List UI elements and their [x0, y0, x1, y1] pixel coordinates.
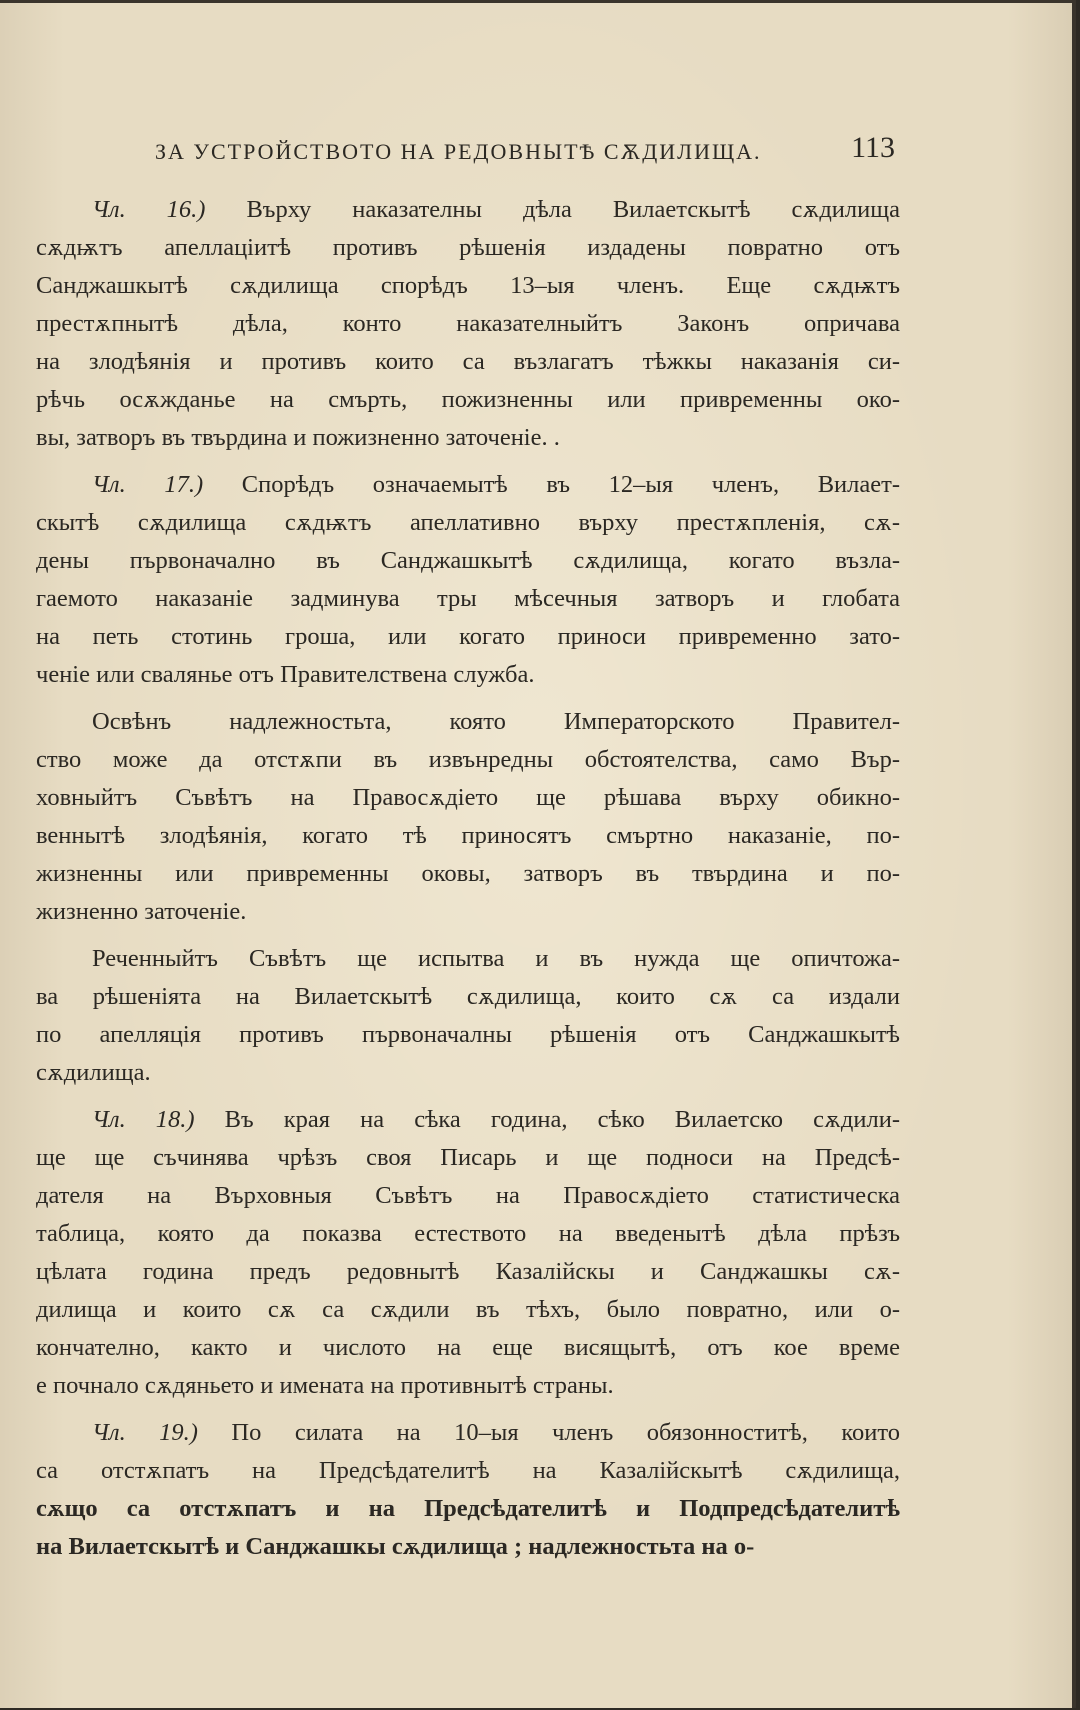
text-line — [36, 893, 900, 931]
line-text: веннытѣ злодѣянія, когато тѣ приносятъ смъртно наказаніе, по- — [36, 822, 900, 849]
article-number: Чл. 17.) — [92, 471, 204, 498]
line-text: цѣлата година предъ редовнытѣ Казалійскы и Санджашкы сѫ- — [36, 1258, 900, 1285]
line-text: сѫдѭтъ апеллаціитѣ противъ рѣшенія издадены повратно отъ — [36, 234, 900, 261]
article-number: Чл. 18.) — [92, 1106, 195, 1133]
line-text: ховныйтъ Съвѣтъ на Правосѫдіето ще рѣшава върху обикно- — [36, 784, 900, 811]
line-text: на петь стотинь гроша, или когато приноси привременно зато- — [36, 623, 900, 650]
text-line — [36, 1528, 900, 1566]
line-text: Освѣнъ надлежностьта, която Императорското Правител- — [92, 708, 900, 735]
article-number: Чл. 16.) — [92, 196, 206, 223]
line-text: са отстѫпатъ на Предсѣдателитѣ на Казалійскытѣ сѫдилища, — [36, 1457, 900, 1484]
line-text: ство може да отстѫпи въ извънредны обстоятелства, само Вър- — [36, 746, 900, 773]
text-line — [36, 1139, 900, 1177]
line-text: сѫдилища. — [36, 1059, 151, 1086]
line-text: жизненно заточеніе. — [36, 898, 247, 925]
paragraph — [36, 191, 900, 457]
paragraph — [36, 703, 900, 931]
line-text: кончателно, както и числото на еще висящытѣ, отъ кое време — [36, 1334, 900, 1361]
page-number: 113 — [851, 131, 895, 164]
line-text: таблица, която да показва естеството на введенытѣ дѣла прѣзъ — [36, 1220, 900, 1247]
line-text: скытѣ сѫдилища сѫдѭтъ апеллативно върху престѫпленія, сѫ- — [36, 509, 900, 536]
line-text: е почнало сѫдяньето и имената на противнытѣ страны. — [36, 1372, 614, 1399]
text-line — [36, 1414, 900, 1452]
text-line — [36, 855, 900, 893]
text-line — [36, 1329, 900, 1367]
line-text: ще ще съчинява чрѣзъ своя Писарь и ще подноси на Предсѣ- — [36, 1144, 900, 1171]
text-line — [36, 229, 900, 267]
line-text: дателя на Върховныя Съвѣтъ на Правосѫдіето статистическа — [36, 1182, 900, 1209]
text-line — [36, 381, 900, 419]
text-line — [36, 1367, 900, 1405]
line-text: дены първоначално въ Санджашкытѣ сѫдилища, когато възла- — [36, 547, 900, 574]
text-line — [36, 741, 900, 779]
line-text: Въ края на сѣка година, сѣко Вилаетско сѫдили- — [194, 1106, 900, 1133]
line-text: Реченныйтъ Съвѣтъ ще испытва и въ нужда ще опичтожа- — [92, 945, 900, 972]
text-line — [36, 191, 900, 229]
line-text: ченіе или сваляньe отъ Правителствена служба. — [36, 661, 535, 688]
text-line — [36, 703, 900, 741]
line-text: дилища и които сѫ са сѫдили въ тѣхъ, было повратно, или о- — [36, 1296, 900, 1323]
text-line — [36, 1291, 900, 1329]
line-text: гаемото наказаніе задминува тры мѣсечныя затворъ и глобата — [36, 585, 900, 612]
text-line — [36, 419, 900, 457]
paragraph — [36, 1414, 900, 1566]
line-text: на злодѣянія и противъ които са възлагатъ тѣжкы наказанія си- — [36, 348, 900, 375]
body-text — [36, 191, 900, 1566]
paragraph — [36, 1101, 900, 1405]
text-line — [36, 1016, 900, 1054]
running-head — [155, 131, 895, 171]
text-line — [36, 940, 900, 978]
line-text: Санджашкытѣ сѫдилища спорѣдъ 13–ыя членъ. Еще сѫдѭтъ — [36, 272, 900, 299]
line-text: вы, затворъ въ твърдина и пожизненно заточеніе. . — [36, 424, 560, 451]
text-line — [36, 542, 900, 580]
line-text: жизненны или привременны оковы, затворъ въ твърдина и по- — [36, 860, 900, 887]
text-line — [36, 343, 900, 381]
line-text: престѫпнытѣ дѣла, конто наказателныйтъ Законъ опричава — [36, 310, 900, 337]
text-line — [36, 978, 900, 1016]
text-line — [36, 618, 900, 656]
text-line — [36, 817, 900, 855]
text-line — [36, 580, 900, 618]
text-line — [36, 1177, 900, 1215]
text-line — [36, 305, 900, 343]
text-line — [36, 656, 900, 694]
text-line — [36, 779, 900, 817]
text-line — [36, 1490, 900, 1528]
text-line — [36, 1215, 900, 1253]
article-number: Чл. 19.) — [92, 1419, 198, 1446]
line-text: на Вилаетскытѣ и Санджашкы сѫдилища ; надлежностьта на о- — [36, 1533, 755, 1560]
running-head-title: ЗА УСТРОЙСТВОТО НА РЕДОВНЫТѢ СѪДИЛИЩА. — [155, 139, 762, 164]
line-text: Върху наказателны дѣла Вилаетскытѣ сѫдилища — [205, 196, 900, 223]
paragraph — [36, 466, 900, 694]
line-text: сѫщо са отстѫпатъ и на Предсѣдателитѣ и Подпредсѣдателитѣ — [36, 1495, 900, 1522]
text-line — [36, 466, 900, 504]
text-line — [36, 1101, 900, 1139]
text-line — [36, 1054, 900, 1092]
text-line — [36, 267, 900, 305]
line-text: По силата на 10–ыя членъ обязонноститѣ, които — [197, 1419, 900, 1446]
line-text: ва рѣшеніята на Вилаетскытѣ сѫдилища, които сѫ са издали — [36, 983, 900, 1010]
paragraph — [36, 940, 900, 1092]
line-text: рѣчь осѫжданье на смърть, пожизненны или привременны око- — [36, 386, 900, 413]
text-line — [36, 1452, 900, 1490]
text-line — [36, 1253, 900, 1291]
line-text: по апелляція противъ първоначалны рѣшенія отъ Санджашкытѣ — [36, 1021, 900, 1048]
line-text: Спорѣдъ означаемытѣ въ 12–ыя членъ, Вилает- — [203, 471, 900, 498]
text-line — [36, 504, 900, 542]
